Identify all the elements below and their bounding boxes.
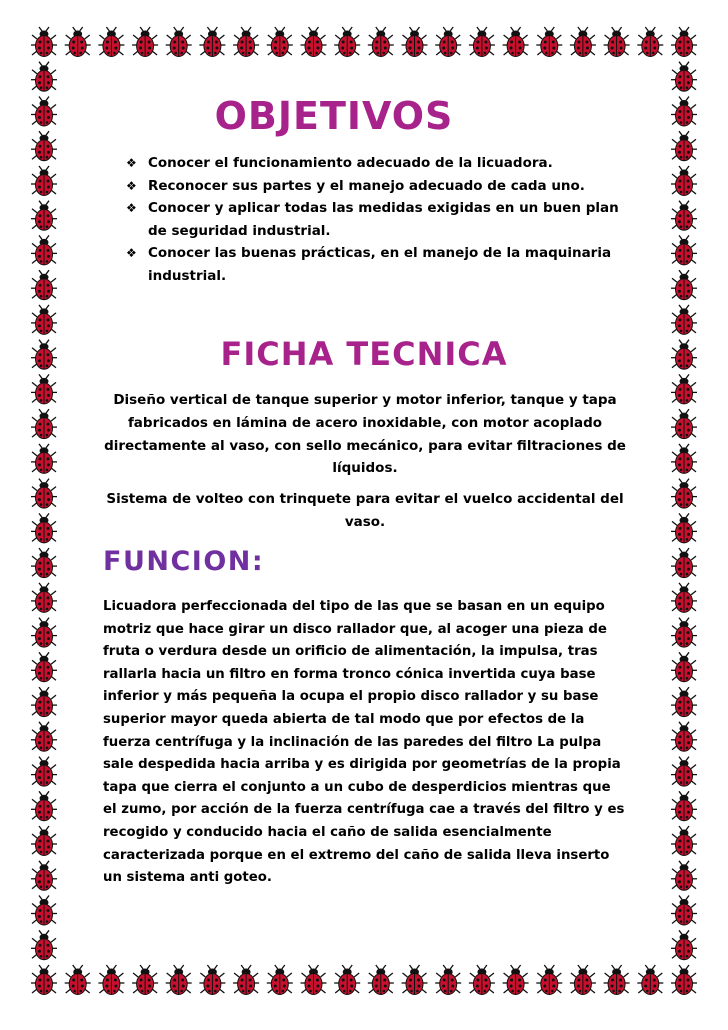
list-item: ❖ Reconocer sus partes y el manejo adecuado de cada uno. — [126, 175, 626, 198]
ficha-paragraph-1: Diseño vertical de tanque superior y motor inferior, tanque y tapa fabricados en lámina de acero inoxidable, con motor acoplado directamente al vaso, con sello mecánico, para evitar filtraciones de líquidos. — [104, 392, 626, 477]
diamond-bullet-icon: ❖ — [126, 246, 137, 260]
diamond-bullet-icon: ❖ — [126, 156, 137, 170]
objetivos-list — [126, 152, 626, 287]
funcion-paragraph: Licuadora perfeccionada del tipo de las que se basan en un equipo motriz que hace girar un disco rallador que, al acoger una pieza de fruta o verdura desde un orificio de alimentación, la impulsa, tras rallarla hacia un filtro en forma tronco cónica invertida cuya base inferior y más pequeña la ocupa el propio disco rallador y su base superior mayor queda abierta de tal modo que por efectos de la fuerza centrífuga y la inclinación de las paredes del filtro La pulpa sale despedida hacia arriba y es dirigida por geometrías de la propia tapa que cierra el conjunto a un cubo de desperdicios mientras que el zumo, por acción de la fuerza centrífuga cae a través del filtro y es recogido y conducido hacia el caño de salida esencialmente caracterizada porque en el extremo del caño de salida lleva inserto un sistema anti goteo. — [103, 599, 625, 886]
diamond-bullet-icon: ❖ — [126, 178, 137, 193]
ficha-paragraph-2: Sistema de volteo con trinquete para evitar el vuelco accidental del vaso. — [106, 491, 624, 530]
objetivos-title: OBJETIVOS — [214, 94, 454, 138]
list-item: ❖ Conocer las buenas prácticas, en el manejo de la maquinaria industrial. — [126, 242, 626, 287]
funcion-title: FUNCION: — [103, 546, 265, 577]
list-item: ❖ Conocer el funcionamiento adecuado de la licuadora. — [126, 152, 626, 175]
list-item: ❖ Conocer y aplicar todas las medidas exigidas en un buen plan de seguridad industrial. — [126, 197, 626, 242]
diamond-bullet-icon: ❖ — [126, 201, 137, 215]
ficha-tecnica-title: FICHA TECNICA — [220, 335, 508, 373]
